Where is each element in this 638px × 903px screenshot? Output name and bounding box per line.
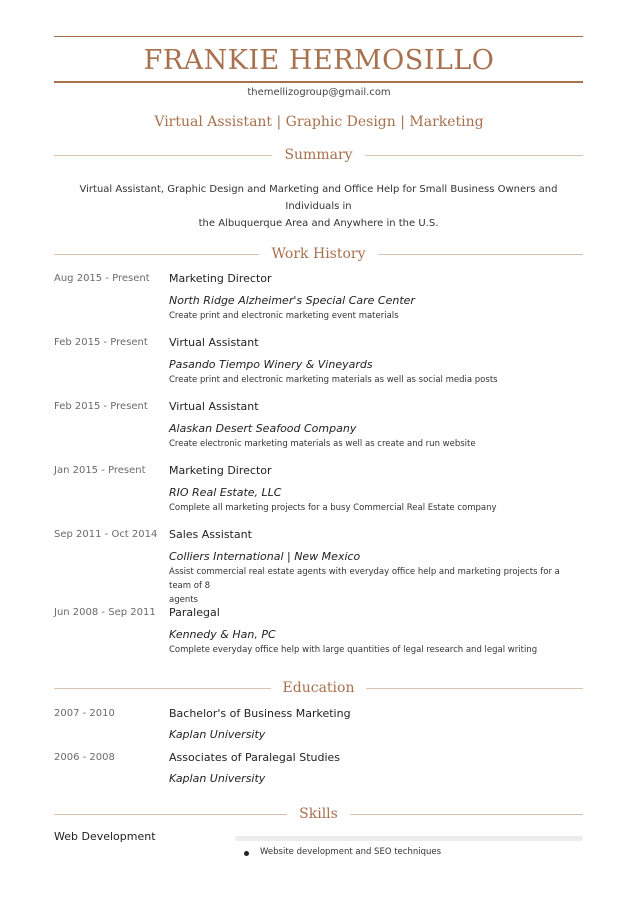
divider xyxy=(54,155,272,156)
degree: Associates of Paralegal Studies xyxy=(169,751,341,764)
work-history-heading xyxy=(54,246,583,262)
skill-detail: Website development and SEO techniques xyxy=(260,847,442,857)
education-date: 2006 - 2008 xyxy=(54,752,115,763)
candidate-name: FRANKIE HERMOSILLO xyxy=(143,45,495,76)
skill-level-bar xyxy=(235,836,583,841)
divider xyxy=(54,254,259,255)
school: Kaplan University xyxy=(169,728,266,741)
job-company: Kennedy & Han, PC xyxy=(169,628,276,641)
job-description: Create electronic marketing materials as well as create and run website xyxy=(169,439,476,449)
job-company: Pasando Tiempo Winery & Vineyards xyxy=(169,358,373,371)
skill-name: Web Development xyxy=(54,830,156,843)
summary-line: the Albuquerque Area and Anywhere in the U.S. xyxy=(198,218,439,229)
divider xyxy=(366,688,583,689)
job-date: Aug 2015 - Present xyxy=(54,273,150,284)
school: Kaplan University xyxy=(169,772,266,785)
summary-line: Virtual Assistant, Graphic Design and Marketing and Office Help for Small Business Owners and Individuals in xyxy=(79,184,558,212)
job-date: Feb 2015 - Present xyxy=(54,337,148,348)
job-date: Sep 2011 - Oct 2014 xyxy=(54,529,158,540)
job-date: Jan 2015 - Present xyxy=(54,465,146,476)
job-company: North Ridge Alzheimer's Special Care Center xyxy=(169,294,415,307)
education-date: 2007 - 2010 xyxy=(54,708,115,719)
top-rule xyxy=(54,36,583,37)
divider xyxy=(54,814,287,815)
divider xyxy=(350,814,583,815)
degree: Bachelor's of Business Marketing xyxy=(169,707,351,720)
section-label: Skills xyxy=(299,806,338,822)
job-description: Complete everyday office help with large quantities of legal research and legal writing xyxy=(169,645,538,655)
section-label: Education xyxy=(282,680,355,696)
job-title: Paralegal xyxy=(169,606,220,619)
email-address[interactable]: themellizogroup@gmail.com xyxy=(247,87,391,98)
job-description-line: Assist commercial real estate agents with everyday office help and marketing projects for a team of 8 xyxy=(169,567,560,591)
education-heading xyxy=(54,680,583,696)
job-company: RIO Real Estate, LLC xyxy=(169,486,282,499)
job-description xyxy=(169,565,569,607)
bullet-icon xyxy=(244,851,249,856)
job-title: Virtual Assistant xyxy=(169,336,259,349)
section-label: Work History xyxy=(271,246,366,262)
section-label: Summary xyxy=(284,147,353,163)
job-company: Colliers International | New Mexico xyxy=(169,550,361,563)
headline: Virtual Assistant | Graphic Design | Marketing xyxy=(154,114,484,130)
divider xyxy=(378,254,583,255)
job-title: Virtual Assistant xyxy=(169,400,259,413)
divider xyxy=(54,688,271,689)
skills-heading xyxy=(54,806,583,822)
summary-text xyxy=(64,181,573,232)
job-description: Create print and electronic marketing materials as well as social media posts xyxy=(169,375,498,385)
job-date: Feb 2015 - Present xyxy=(54,401,148,412)
job-description-line: agents xyxy=(169,595,198,605)
job-company: Alaskan Desert Seafood Company xyxy=(169,422,357,435)
job-title: Marketing Director xyxy=(169,464,272,477)
name-underline xyxy=(54,81,583,83)
job-description: Create print and electronic marketing event materials xyxy=(169,311,399,321)
divider xyxy=(365,155,583,156)
job-description: Complete all marketing projects for a busy Commercial Real Estate company xyxy=(169,503,497,513)
summary-heading xyxy=(54,147,583,163)
job-title: Marketing Director xyxy=(169,272,272,285)
job-date: Jun 2008 - Sep 2011 xyxy=(54,607,156,618)
job-title: Sales Assistant xyxy=(169,528,252,541)
